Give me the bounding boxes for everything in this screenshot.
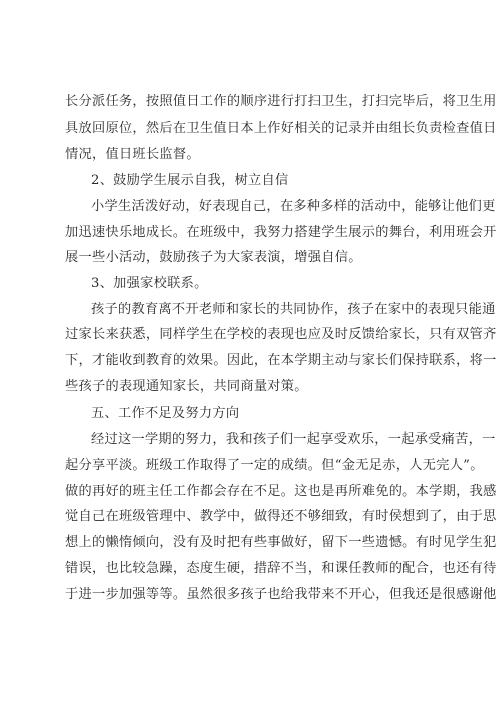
body-text-line: 情况，值日班长监督。 xyxy=(65,147,200,162)
body-text-line: 长分派任务，按照值日工作的顺序进行打扫卫生，打扫完毕后，将卫生用 xyxy=(65,94,497,109)
section-heading: 3、加强家校联系。 xyxy=(91,276,208,291)
body-text-line: 觉自己在班级管理中、教学中，做得还不够细致，有时侯想到了，由于思 xyxy=(65,509,497,524)
body-text-line: 经过这一学期的努力，我和孩子们一起享受欢乐，一起承受痛苦，一 xyxy=(91,432,496,447)
body-text-line: 过家长来获悉，同样学生在学校的表现也应及时反馈给家长，只有双管齐 xyxy=(65,327,497,342)
body-text-line: 加迅速快乐地成长。在班级中，我努力搭建学生展示的舞台，利用班会开 xyxy=(65,225,497,240)
body-text-line: 下，才能收到教育的效果。因此，在本学期主动与家长们保持联系，将一 xyxy=(65,353,497,368)
section-heading: 五、工作不足及努力方向 xyxy=(91,406,240,421)
body-text-line: 起分享平淡。班级工作取得了一定的成绩。但“金无足赤，人无完人”。 xyxy=(65,458,484,473)
body-text-line: 想上的懒惰倾向，没有及时把有些事做好，留下一些遗憾。有时见学生犯 xyxy=(65,535,497,550)
section-heading: 2、鼓励学生展示自我，树立自信 xyxy=(91,173,289,188)
body-text-line: 具放回原位，然后在卫生值日本上作好相关的记录并由组长负责检查值日 xyxy=(65,121,497,136)
body-text-line: 于进一步加强等等。虽然很多孩子也给我带来不开心，但我还是很感谢他 xyxy=(65,587,497,602)
body-text-line: 些孩子的表现通知家长，共同商量对策。 xyxy=(65,379,308,394)
body-text-line: 做的再好的班主任工作都会存在不足。这也是再所难免的。本学期，我感 xyxy=(65,484,497,499)
body-text-line: 错误，也比较急躁，态度生硬，措辞不当，和课任教师的配合，也还有待 xyxy=(65,561,497,576)
body-text-line: 孩子的教育离不开老师和家长的共同协作，孩子在家中的表现只能通 xyxy=(91,302,496,317)
body-text-line: 小学生活泼好动，好表现自己，在多种多样的活动中，能够让他们更 xyxy=(91,199,496,214)
body-text-line: 展一些小活动，鼓励孩子为大家表演，增强自信。 xyxy=(65,250,362,265)
